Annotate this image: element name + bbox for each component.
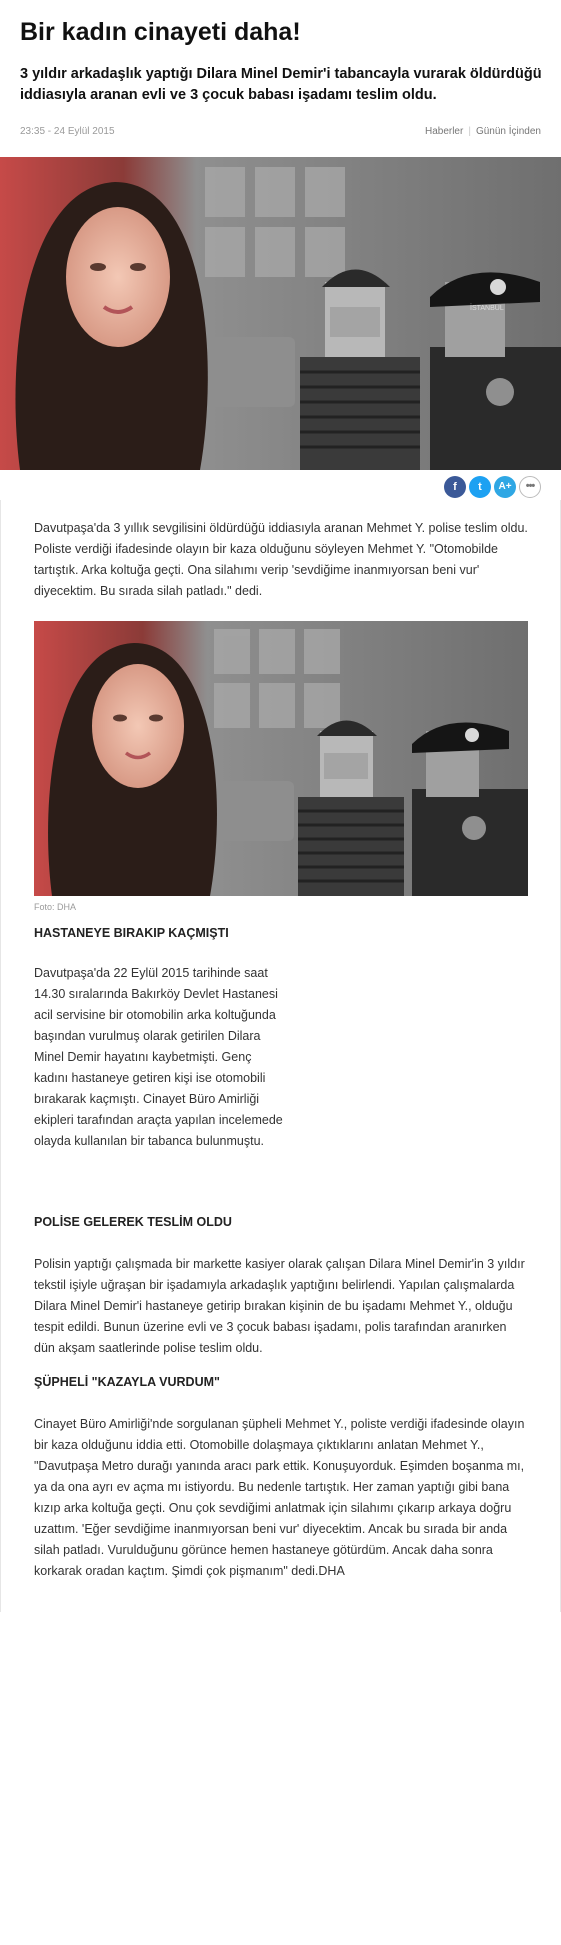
- article-summary: 3 yıldır arkadaşlık yaptığı Dilara Minel Demir'i tabancayla vurarak öldürdüğü iddiasıyla aranan evli ve 3 çocuk babası işadamı teslim oldu.: [20, 66, 542, 103]
- publish-date: 23:35 - 24 Eylül 2015: [20, 126, 115, 137]
- inline-photo-illustration: [34, 621, 528, 896]
- section-heading-1: HASTANEYE BIRAKIP KAÇMIŞTI: [34, 926, 229, 940]
- section-heading-2: POLİSE GELEREK TESLİM OLDU: [34, 1215, 232, 1229]
- more-share-button[interactable]: •••: [519, 476, 541, 498]
- font-size-button[interactable]: A+: [494, 476, 516, 498]
- section-heading-3: ŞÜPHELİ "KAZAYLA VURDUM": [34, 1375, 220, 1389]
- twitter-share-button[interactable]: t: [469, 476, 491, 498]
- facebook-share-button[interactable]: f: [444, 476, 466, 498]
- photo-caption: Foto: DHA: [34, 902, 77, 912]
- hero-photo: [0, 157, 561, 470]
- inline-photo: [34, 621, 528, 896]
- article-paragraph-1: Davutpaşa'da 3 yıllık sevgilisini öldürdüğü iddiasıyla aranan Mehmet Y. polise teslim oldu. Poliste verdiği ifadesinde olayın bir kaza olduğunu söyleyen Mehmet Y. "Otomobilde tartıştık. Arka koltuğa geçti. Ona silahımı verip 'sevdiğime inanmıyorsan beni vur' diyecektim. Bu sırada silah patladı." dedi.: [34, 521, 528, 598]
- category-link-gunun-icinden[interactable]: Günün İçinden: [475, 126, 541, 137]
- inline-image: [34, 621, 528, 896]
- category-breadcrumb: [425, 125, 541, 139]
- article-paragraph-3: Polisin yaptığı çalışmada bir markette kasiyer olarak çalışan Dilara Minel Demir'in 3 yıldır tekstil işiyle uğraşan bir işadamıyla arkadaşlık yaptığını belirlendi. Yapılan çalışmalarda Dilara Minel Demir'i hastaneye getirip bırakan kişinin de bu işadamı Mehmet Y., olduğu tespit edildi. Bunun üzerine evli ve 3 çocuk babası işadamı, polis tarafından aranırken dün akşam saatlerinde polise teslim oldu.: [34, 1257, 525, 1355]
- article-paragraph-2: Davutpaşa'da 22 Eylül 2015 tarihinde saat 14.30 sıralarında Bakırköy Devlet Hastanesi acil servisine bir otomobilin arka koltuğunda başından vurulmuş olarak getirilen Dilara Minel Demir hayatını kaybetmişti. Genç kadını hastaneye getiren kişi ise otomobili bırakarak kaçmıştı. Cinayet Büro Amirliği ekipleri tarafından araçta yapılan incelemede olayda kullanılan bir tabanca bulunmuştu.: [34, 966, 283, 1148]
- hero-photo-illustration: [0, 157, 561, 470]
- hero-badge-text: İSTANBUL: [470, 305, 504, 312]
- article-headline: Bir kadın cinayeti daha!: [20, 18, 301, 46]
- hero-image: [0, 157, 561, 470]
- category-link-haberler[interactable]: Haberler: [424, 126, 464, 137]
- breadcrumb-separator: |: [468, 126, 471, 137]
- share-bar: [441, 476, 541, 498]
- article-paragraph-4: Cinayet Büro Amirliği'nde sorgulanan şüpheli Mehmet Y., poliste verdiği ifadesinde olayın bir kaza olduğunu iddia etti. Otomobille dolaşmaya çıktıklarını anlatan Mehmet Y., "Davutpaşa Metro durağı yanında aracı park ettik. Konuşuyorduk. Eşimden boşanma mı, ya da ona ayrı ev açma mı istiyordu. Bu nedenle tartıştık. Her zaman yaptığı gibi bana kızıp arka koltuğa geçti. Onu çok sevdiğimi anlatmak için silahımı çıkarıp arkaya doğru uzattım. 'Eğer sevdiğime inanmıyorsan beni vur' diyecektim. Ancak bu sırada bir anda silah patladı. Vurulduğunu görünce hemen hastaneye götürdüm. Ancak daha sonra korkarak oradan kaçtım. Şimdi çok pişmanım" dedi.DHA: [34, 1417, 525, 1578]
